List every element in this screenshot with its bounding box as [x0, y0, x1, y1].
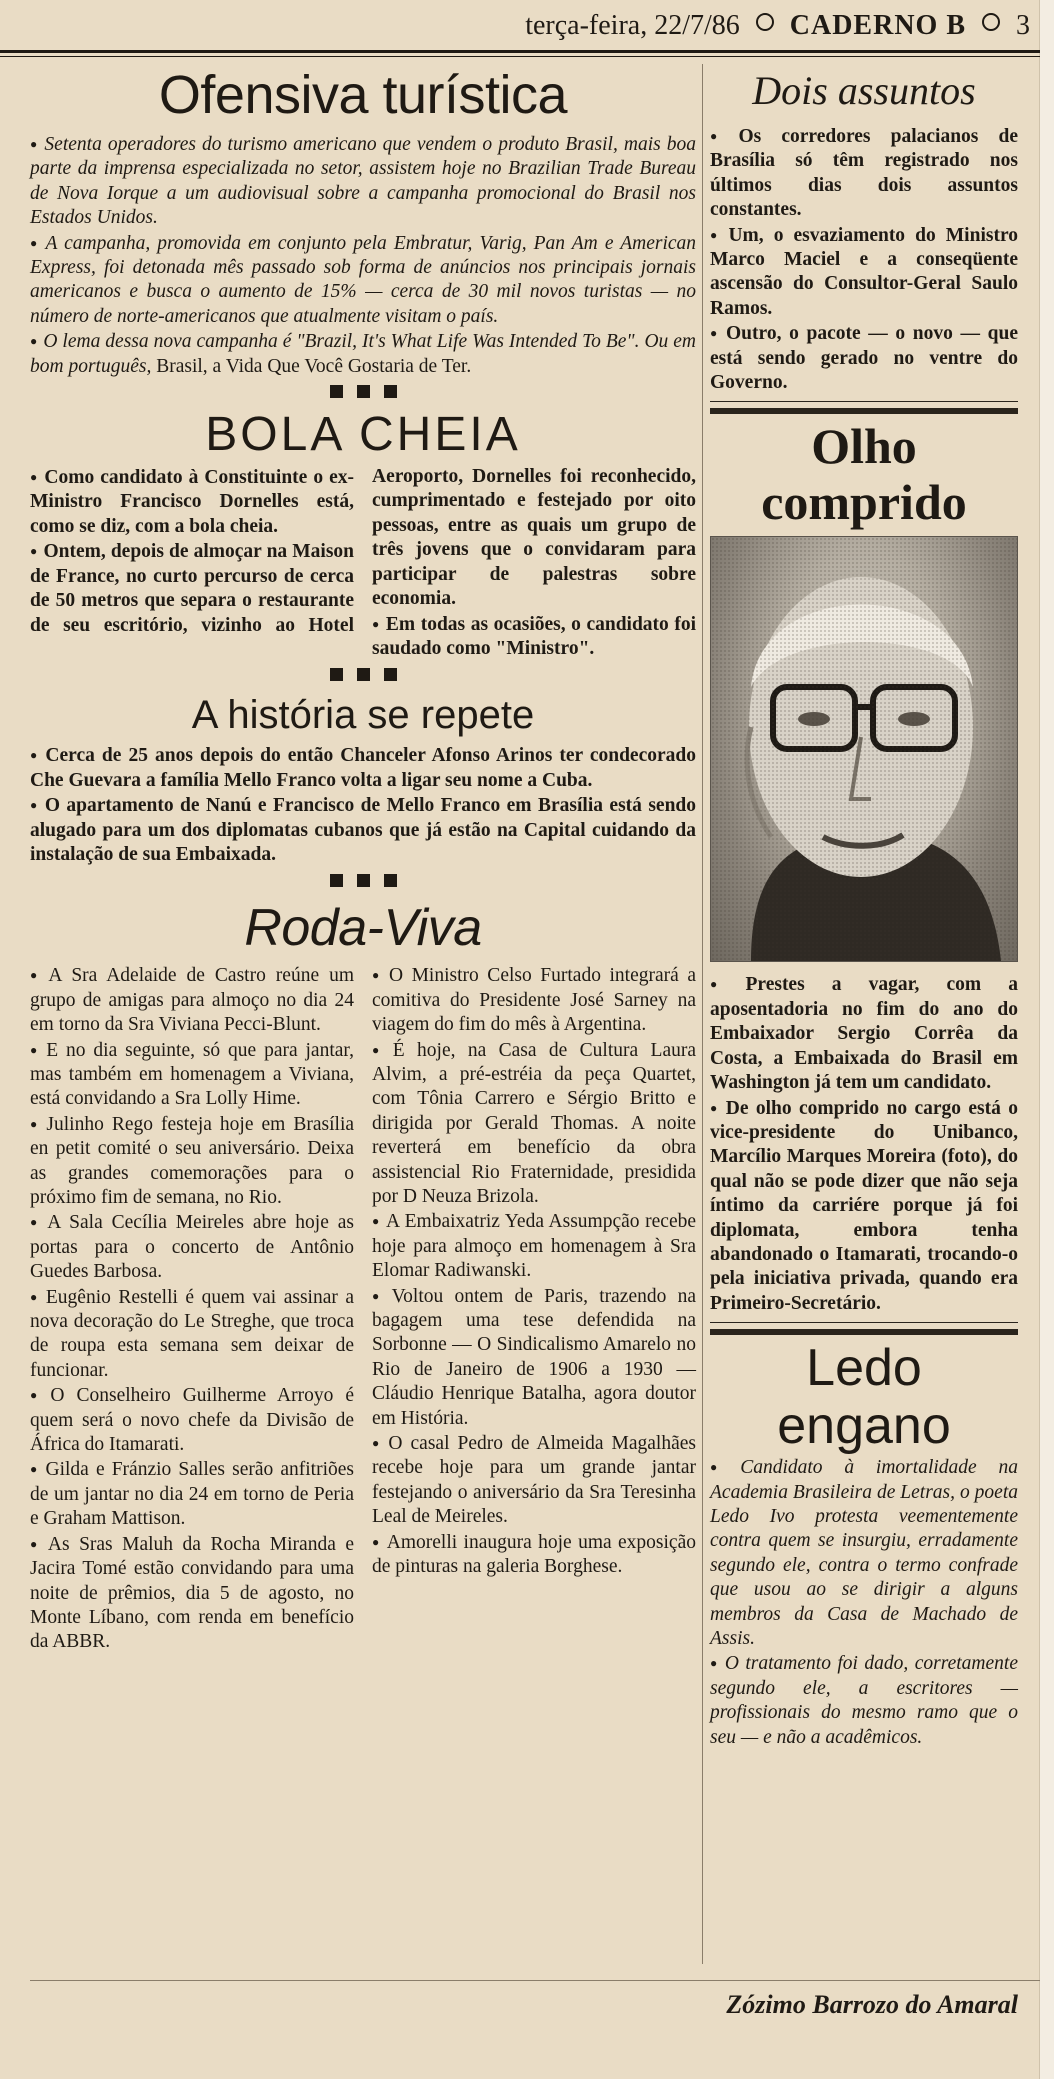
paragraph: ● Ontem, depois de almoçar na Maison de France, no curto percurso de cerca de 50 metros que separa o restaurante de seu escritório, vizinho ao Hotel Aeroporto, Dornelles foi reconhecido, cumprimentado e festejado por oito pessoas, entre as quais um grupo de três jovens que o convidaram para participar de palestras sobre economia. — [30, 465, 696, 661]
paragraph: ● O lema dessa nova campanha é "Brazil, It's What Life Was Intended To Be". Ou em bom português, Brasil, a Vida Que Você Gostaria de Ter. — [30, 329, 696, 379]
section-rule — [710, 1322, 1018, 1323]
list-item: ● E no dia seguinte, só que para jantar, mas também em homenagem a Viviana, está convidando a Sra Lolly Hime. — [30, 1038, 354, 1112]
list-item: ● O Conselheiro Guilherme Arroyo é quem será o novo chefe da Divisão de África do Itamarati. — [30, 1383, 354, 1457]
section-divider-squares — [30, 867, 696, 893]
circle-separator-icon — [756, 13, 774, 31]
two-column-body — [30, 465, 696, 661]
article-ofensiva — [30, 58, 696, 379]
headline-dois-assuntos: Dois assuntos — [752, 68, 976, 113]
section-rule — [710, 401, 1018, 402]
section-rule-thick — [710, 1329, 1018, 1335]
header-rule-thin — [0, 56, 1040, 57]
two-column-body — [30, 963, 696, 1654]
header-page-number: 3 — [1016, 10, 1030, 41]
headline-bola-cheia: BOLA CHEIA — [205, 408, 521, 462]
headline-ledo: Ledo engano — [777, 1339, 951, 1456]
paragraph: ● Em todas as ocasiões, o candidato foi saudado como "Ministro". — [372, 612, 696, 662]
paragraph: ● Candidato à imortalidade na Academia Brasileira de Letras, o poeta Ledo Ivo protesta veementemente contra quem se insurgiu, erradamente segundo ele, contra o termo confrade que usou ao se dirigir a alguns membros da Casa de Machado de Assis. — [710, 1455, 1018, 1651]
list-item: ● Julinho Rego festeja hoje em Brasília en petit comité o seu aniversário. Deixa as grandes comemorações para o próximo fim de semana, no Rio. — [30, 1112, 354, 1211]
headline-historia: A história se repete — [191, 693, 535, 738]
list-item: ● A Sala Cecília Meireles abre hoje as portas para o concerto de Antônio Guedes Barbosa. — [30, 1210, 354, 1284]
paragraph: ● Prestes a vagar, com a aposentadoria no fim do ano do Embaixador Sergio Corrêa da Costa, a Embaixada do Brasil em Washington já tem um candidato. — [710, 972, 1018, 1095]
article-historia — [30, 687, 696, 867]
header-section: CADERNO B — [789, 10, 966, 41]
paragraph: ● Como candidato à Constituinte o ex-Ministro Francisco Dornelles está, como se diz, com a bola cheia. — [30, 465, 354, 539]
right-column — [710, 58, 1018, 1750]
article-ledo-engano — [710, 1339, 1018, 1750]
roda-column-1 — [30, 963, 354, 1654]
headline-olho: Olho comprido — [761, 418, 967, 531]
list-item: ● Gilda e Fránzio Salles serão anfitriões de um jantar no dia 24 em torno de Peria e Graham Mattison. — [30, 1457, 354, 1531]
author-signature: Zózimo Barrozo do Amaral — [726, 1990, 1018, 2019]
roda-column-2 — [372, 963, 696, 1654]
portrait-illustration — [711, 537, 1017, 961]
headline-ofensiva: Ofensiva turística — [158, 65, 568, 125]
article-bola-cheia — [30, 405, 696, 661]
header-rule — [0, 50, 1040, 53]
list-item: ● As Sras Maluh da Rocha Miranda e Jacira Tomé estão convidando para uma noite de prêmios, dia 5 de agosto, no Monte Líbano, com renda em benefício da ABBR. — [30, 1532, 354, 1655]
list-item: ● Amorelli inaugura hoje uma exposição de pinturas na galeria Borghese. — [372, 1530, 696, 1580]
paragraph: ● Cerca de 25 anos depois do então Chanceler Afonso Arinos ter condecorado Che Guevara a família Mello Franco volta a ligar seu nome a Cuba. — [30, 743, 696, 793]
left-column — [30, 58, 696, 1655]
portrait-photo — [710, 536, 1018, 962]
paper-edge — [1039, 0, 1054, 2079]
circle-separator-icon — [982, 13, 1000, 31]
footer-rule — [30, 1980, 1040, 1981]
paragraph: ● Os corredores palacianos de Brasília só têm registrado nos últimos dias dois assuntos constantes. — [710, 124, 1018, 223]
list-item: ● O Ministro Celso Furtado integrará a comitiva do Presidente José Sarney na viagem do fim do mês à Argentina. — [372, 963, 696, 1037]
paragraph: ● Setenta operadores do turismo americano que vendem o produto Brasil, mais boa parte da imprensa especializada no setor, assistem hoje no Brazilian Trade Bureau de Nova Iorque a um audiovisual sobre a campanha promocional do Brasil nos Estados Unidos. — [30, 132, 696, 231]
section-rule-thick — [710, 408, 1018, 414]
list-item: ● O casal Pedro de Almeida Magalhães recebe hoje para um grande jantar festejando o aniversário da Sra Teresinha Leal de Meireles. — [372, 1431, 696, 1530]
paragraph: ● Um, o esvaziamento do Ministro Marco Maciel e a conseqüente ascensão do Consultor-Geral Saulo Ramos. — [710, 223, 1018, 322]
section-divider-squares — [30, 379, 696, 405]
page-header — [0, 10, 1040, 50]
column-divider — [702, 64, 703, 1964]
list-item: ● A Sra Adelaide de Castro reúne um grupo de amigas para almoço no dia 24 em torno da Sra Viviana Pecci-Blunt. — [30, 963, 354, 1037]
paragraph: ● Outro, o pacote — o novo — que está sendo gerado no ventre do Governo. — [710, 321, 1018, 395]
list-item: ● A Embaixatriz Yeda Assumpção recebe hoje para almoço em homenagem à Sra Elomar Radiwanski. — [372, 1209, 696, 1283]
section-divider-squares — [30, 661, 696, 687]
list-item: ● Eugênio Restelli é quem vai assinar a nova decoração do Le Streghe, que troca de roupa esta semana sem deixar de funcionar. — [30, 1285, 354, 1384]
headline-roda-viva: Roda-Viva — [244, 899, 482, 958]
article-olho-comprido — [710, 418, 1018, 1316]
article-dois-assuntos — [710, 58, 1018, 395]
paragraph: ● O tratamento foi dado, corretamente segundo ele, a escritores — profissionais do mesmo ramo que o seu — e não a acadêmicos. — [710, 1651, 1018, 1750]
paragraph: ● A campanha, promovida em conjunto pela Embratur, Varig, Pan Am e American Express, foi detonada mês passado sob forma de anúncios nos principais jornais americanos e busca o aumento de 15% — cerca de 30 mil novos turistas — no número de norte-americanos que atualmente visitam o país. — [30, 231, 696, 330]
header-date: terça-feira, 22/7/86 — [525, 10, 740, 41]
article-roda-viva — [30, 893, 696, 1654]
paragraph: ● O apartamento de Nanú e Francisco de Mello Franco em Brasília está sendo alugado para um dos diplomatas cubanos que já estão na Capital cuidando da instalação de sua Embaixada. — [30, 793, 696, 867]
list-item: ● Voltou ontem de Paris, trazendo na bagagem uma tese defendida na Sorbonne — O Sindicalismo Amarelo no Rio de Janeiro de 1906 a 1930 — Cláudio Henrique Batalha, agora doutor em História. — [372, 1284, 696, 1431]
list-item: ● É hoje, na Casa de Cultura Laura Alvim, a pré-estréia da peça Quartet, com Tônia Carrero e Sérgio Britto e dirigida por Gerald Thomas. A noite reverterá em benefício da obra assistencial Rio Fraternidade, presidida por D Neuza Brizola. — [372, 1038, 696, 1210]
paragraph: ● De olho comprido no cargo está o vice-presidente do Unibanco, Marcílio Marques Moreira (foto), do qual não se pode dizer que não seja íntimo da carriére porque já foi diplomata, embora tenha abandonado o Itamarati, trocando-o pela iniciativa privada, quando era Primeiro-Secretário. — [710, 1096, 1018, 1317]
